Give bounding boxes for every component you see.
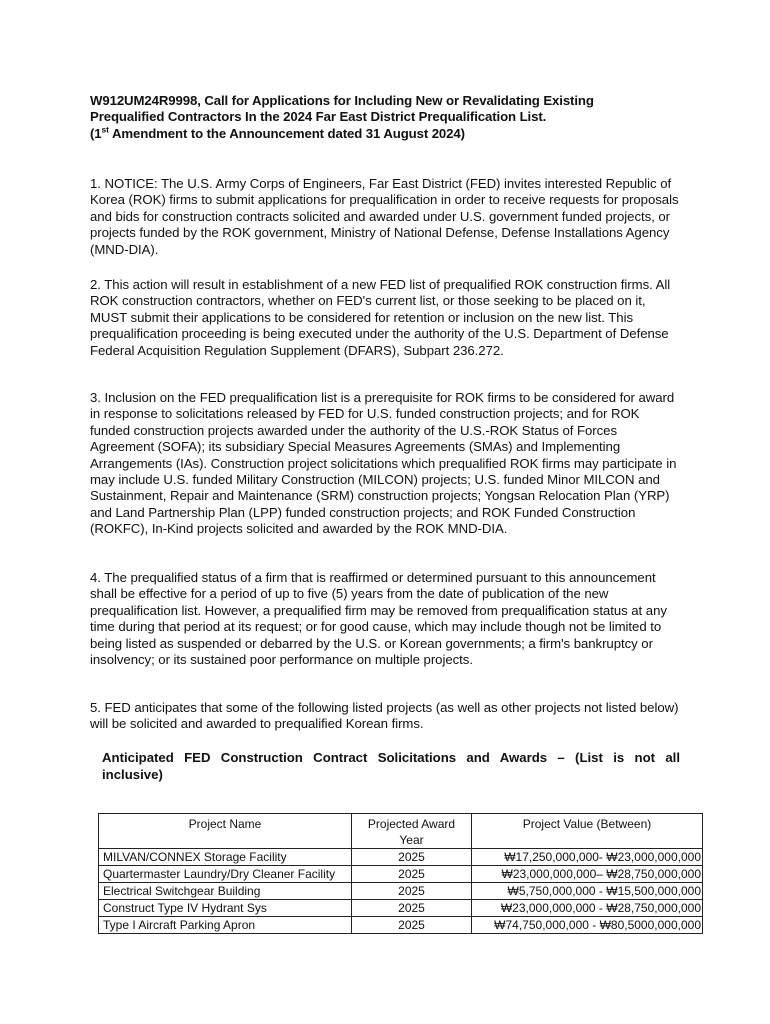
award-year-cell: 2025 [352, 866, 472, 883]
project-name-cell: Electrical Switchgear Building [99, 883, 352, 900]
project-name-cell: Construct Type IV Hydrant Sys [99, 900, 352, 917]
table-row [99, 866, 703, 883]
award-year-cell: 2025 [352, 849, 472, 866]
project-value-cell: ₩23,000,000,000– ₩28,750,000,000 [472, 866, 703, 883]
title-line-3 [90, 126, 710, 142]
project-name-cell: Quartermaster Laundry/Dry Cleaner Facility [99, 866, 352, 883]
project-name-cell: Type I Aircraft Parking Apron [99, 917, 352, 934]
project-value-cell: ₩23,000,000,000 - ₩28,750,000,000 [472, 900, 703, 917]
document-title [90, 93, 710, 142]
header-project-value: Project Value (Between) [472, 814, 703, 849]
title-line-3-prefix: (1 [90, 125, 102, 141]
projects-table [98, 813, 703, 934]
table-header-row [99, 814, 703, 849]
title-line-3-suffix: Amendment to the Announcement dated 31 August 2024) [108, 125, 465, 141]
header-projected-award-year: Projected Award Year [352, 814, 472, 849]
paragraph-1-notice: 1. NOTICE: The U.S. Army Corps of Engineers, Far East District (FED) invites interested Republic of Korea (ROK) firms to submit applications for prequalification in order to receive requests for proposals and bids for construction contracts solicited and awarded under U.S. government funded projects, or projects funded by the ROK government, Ministry of National Defense, Defense Installations Agency (MND-DIA). [90, 176, 679, 257]
table-row [99, 849, 703, 866]
table-row [99, 883, 703, 900]
table-row [99, 917, 703, 934]
header-project-name: Project Name [99, 814, 352, 849]
table-row [99, 900, 703, 917]
project-value-cell: ₩5,750,000,000 - ₩15,500,000,000 [472, 883, 703, 900]
title-line-3-superscript: st [101, 124, 109, 135]
award-year-cell: 2025 [352, 883, 472, 900]
title-line-1: W912UM24R9998, Call for Applications for Including New or Revalidating Existing [90, 93, 594, 108]
paragraph-5-anticipated: 5. FED anticipates that some of the following listed projects (as well as other projects not listed below) will be solicited and awarded to prequalified Korean firms. [90, 700, 679, 732]
table-heading: Anticipated FED Construction Contract Solicitations and Awards – (List is not all inclusive) [102, 750, 680, 782]
paragraph-2-new-list: 2. This action will result in establishment of a new FED list of prequalified ROK construction firms. All ROK construction contractors, whether on FED's current list, or those seeking to be placed on it, MUST submit their applications to be considered for retention or inclusion on the new list. This prequalification proceeding is being executed under the authority of the U.S. Department of Defense Federal Acquisition Regulation Supplement (DFARS), Subpart 236.272. [90, 277, 671, 358]
project-value-cell: ₩17,250,000,000- ₩23,000,000,000 [472, 849, 703, 866]
award-year-cell: 2025 [352, 917, 472, 934]
paragraph-3-inclusion: 3. Inclusion on the FED prequalification list is a prerequisite for ROK firms to be considered for award in response to solicitations released by FED for U.S. funded construction projects; and for ROK funded construction projects awarded under the authority of the U.S.-ROK Status of Forces Agreement (SOFA); its subsidiary Special Measures Agreements (SMAs) and Implementing Arrangements (IAs). Construction project solicitations which prequalified ROK firms may participate in may include U.S. funded Military Construction (MILCON) projects; U.S. funded Minor MILCON and Sustainment, Repair and Maintenance (SRM) construction projects; Yongsan Relocation Plan (YRP) and Land Partnership Plan (LPP) funded construction projects; and ROK Funded Construction (ROKFC), In-Kind projects solicited and awarded by the ROK MND-DIA. [90, 390, 677, 537]
paragraph-4-status: 4. The prequalified status of a firm that is reaffirmed or determined pursuant to this announcement shall be effective for a period of up to five (5) years from the date of publication of the new prequalification list. However, a prequalified firm may be removed from prequalification status at any time during that period at its request; or for good cause, which may include though not be limited to being listed as suspended or debarred by the U.S. or Korean governments; a firm's bankruptcy or insolvency; or its sustained poor performance on multiple projects. [90, 570, 667, 668]
project-name-cell: MILVAN/CONNEX Storage Facility [99, 849, 352, 866]
award-year-cell: 2025 [352, 900, 472, 917]
title-line-2: Prequalified Contractors In the 2024 Far East District Prequalification List. [90, 109, 547, 125]
project-value-cell: ₩74,750,000,000 - ₩80,5000,000,000 [472, 917, 703, 934]
